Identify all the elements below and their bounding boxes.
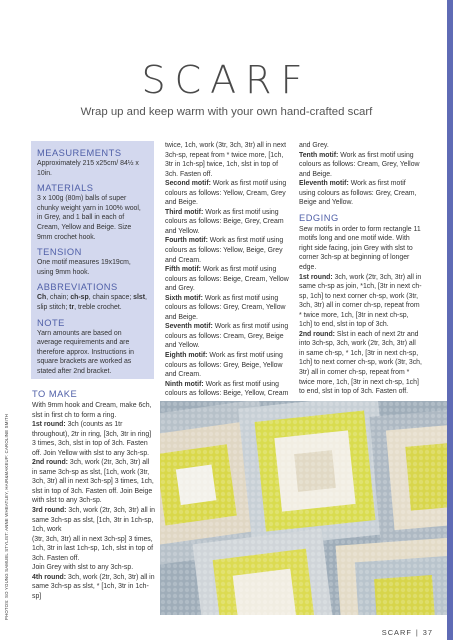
abbr-term: Ch xyxy=(37,294,47,302)
edging-round-2: 2nd round: Slst in each of next 2tr and into 3ch-sp, 3ch, work (2tr, 3ch, 3tr) all in same ch-sp, * 1ch, [3tr in next ch-sp, 1ch] to next corner ch-sp, work (3tr, 3ch, 3tr) all in corner ch-sp, repeat from * twice more, 1ch, [3tr in next ch-sp, 1ch] to end, slst in top of 3ch. Fasten off. xyxy=(299,330,422,396)
abbr-term: ch-sp xyxy=(70,294,89,302)
motif-3: Third motif: Work as first motif using colours as follows: Beige, Grey, Cream and Yellow. xyxy=(165,208,284,235)
measurements-text: Approximately 215 x25cm/ 84½ x 10in. xyxy=(37,160,139,177)
round-1: 1st round: 3ch (counts as 1tr throughout), 2tr in ring, [3ch, 3tr in ring] 3 times, 3ch, slst in top of 3ch. Fasten off. Join Yellow with slst to any 3ch-sp. xyxy=(32,421,152,457)
abbreviations-heading: ABBREVIATIONS xyxy=(37,282,118,293)
edging-heading: EDGING xyxy=(299,212,339,223)
to-make-heading: TO MAKE xyxy=(32,389,78,399)
tension-text: One motif measures 19x19cm, using 9mm hook. xyxy=(37,259,131,276)
note-heading: NOTE xyxy=(37,317,65,328)
page-subtitle: Wrap up and keep warm with your own hand-crafted scarf xyxy=(80,106,373,118)
motif-8: Eighth motif: Work as first motif using colours as follows: Grey, Beige, Yellow and Cream. xyxy=(165,352,283,379)
edging-round-1: 1st round: 3ch, work (2tr, 3ch, 3tr) all in same ch-sp as join, *1ch, [3tr in next ch-sp, 1ch] to next corner ch-sp, work (3tr, 3ch, 3tr) all in corner ch-sp, repeat from * twice more, 1ch, [3tr in next ch-sp, 1ch] to end, slst in top of 3ch. xyxy=(299,273,422,329)
page-title: SCARF xyxy=(141,58,312,102)
page-number: 37 xyxy=(422,628,433,637)
motifs-column xyxy=(165,141,289,399)
materials-text: 3 x 100g (80m) balls of super chunky weight yarn in 100% wool, in Grey, and 1 ball in each of Cream, Yellow and Beige. Size 9mm crochet hook. xyxy=(37,195,141,241)
motif-9-cont: and Grey. xyxy=(299,142,329,149)
motif-5: Fifth motif: Work as first motif using colours as follows: Beige, Cream, Yellow and Grey. xyxy=(165,266,289,293)
footer-separator: | xyxy=(415,628,419,637)
round-4-cont: twice, 1ch, work (3tr, 3ch, 3tr) all in next 3ch-sp, repeat from * twice more, [1ch, 3tr in 1ch-sp] twice, 1ch, slst in top of 3ch. Fasten off. xyxy=(165,142,287,178)
motif-9: Ninth motif: Work as first motif using colours as follows: Beige, Yellow, Cream xyxy=(165,380,289,398)
motif-7: Seventh motif: Work as first motif using colours as follows: Cream, Grey, Beige and Yellow. xyxy=(165,323,289,350)
edging-column xyxy=(299,141,423,397)
note-text: Yarn amounts are based on average requirements and are therefore approx. Instructions in square brackets are worked as stated after 2nd bracket. xyxy=(37,329,134,375)
motif-6: Sixth motif: Work as first motif using colours as follows: Grey, Cream, Yellow and Beige. xyxy=(165,294,286,321)
edging-intro: Sew motifs in order to form rectangle 11 motifs long and one motif wide. With right side facing, join Grey with slst to corner 3ch-sp at beginning of longer edge. xyxy=(299,225,421,272)
page-footer xyxy=(382,628,433,637)
round-4: 4th round: 3ch, work (2tr, 3ch, 3tr) all in same 3ch-sp as slst, * [1ch, 3tr in 1ch-sp] xyxy=(32,573,155,600)
to-make-column xyxy=(32,387,156,601)
round-3: 3rd round: 3ch, work (2tr, 3ch, 3tr) all in same 3ch-sp as slst, [1ch, 3tr in 1ch-sp, 1ch, work xyxy=(32,507,155,534)
footer-section: SCARF xyxy=(381,628,412,637)
motif-4: Fourth motif: Work as first motif using colours as follows: Yellow, Beige, Grey and Cream. xyxy=(165,237,284,264)
abbr-term: slst xyxy=(133,294,146,302)
materials-heading: MATERIALS xyxy=(37,183,94,194)
motif-10: Tenth motif: Work as first motif using colours as follows: Cream, Grey, Yellow and Beige. xyxy=(299,151,420,178)
photo-credit-text: PHOTOS: SO YOUNG SAMUEL STYLIST: ANNE WHEATLEY, HAIR&MAKEUP: CAROLINE SMITH xyxy=(4,413,9,620)
pattern-info-box xyxy=(31,141,154,379)
scarf-photo xyxy=(160,401,447,615)
motif-2: Second motif: Work as first motif using colours as follows: Yellow, Cream, Grey and Beige. xyxy=(165,180,287,207)
measurements-heading: MEASUREMENTS xyxy=(37,148,122,158)
photo-credit xyxy=(4,413,14,620)
tension-heading: TENSION xyxy=(37,247,82,258)
motif-11: Eleventh motif: Work as first motif using colours as follows: Grey, Cream, Beige and Yellow. xyxy=(299,180,417,207)
abbreviations-text: Ch, chain; ch-sp, chain space; slst, slip stitch; tr, treble crochet. xyxy=(37,294,147,311)
round-3-join: Join Grey with slst to any 3ch-sp. xyxy=(32,564,134,572)
abbr-term: tr xyxy=(69,303,75,311)
granny-square-image xyxy=(160,401,447,615)
round-3-cont: (3tr, 3ch, 3tr) all in next 3ch-sp] 3 times, 1ch, 3tr in last 1ch-sp, 1ch, slst in top of 3ch. Fasten off. xyxy=(32,535,154,562)
round-2: 2nd round: 3ch, work (2tr, 3ch, 3tr) all in same 3ch-sp as slst, [1ch, work (3tr, 3ch, 3tr) all in next 3ch-sp] 3 times, 1ch, slst in top of 3ch. Fasten off. Join Beige with slst to any 3ch-sp. xyxy=(32,459,154,505)
to-make-intro: With 9mm hook and Cream, make 6ch, slst in first ch to form a ring. xyxy=(32,402,152,419)
